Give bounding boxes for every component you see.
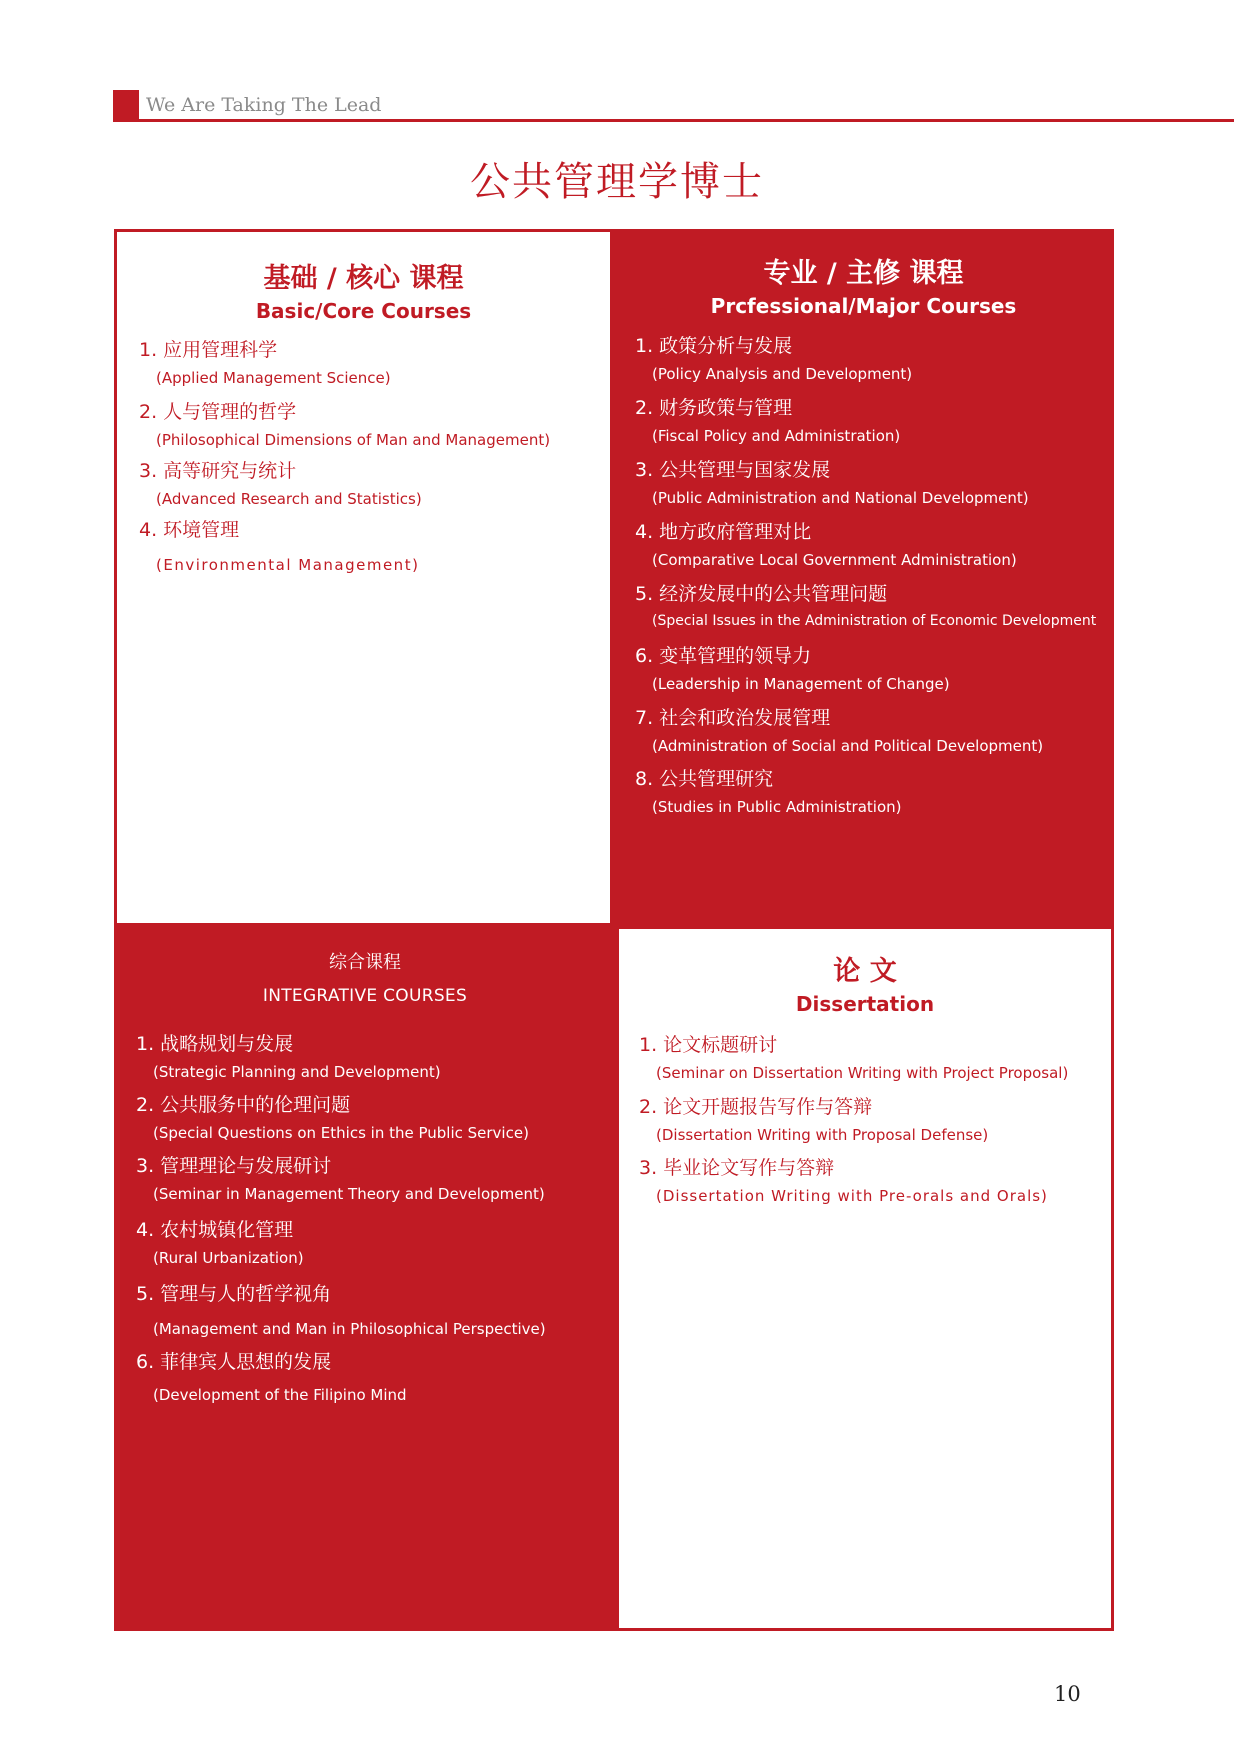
course-item [136,1279,546,1338]
integrative-header [114,948,616,1006]
course-name-zh: 8. 公共管理研究 [635,768,774,790]
course-item [635,393,900,445]
page-number: 10 [1054,1682,1081,1706]
course-name-zh: 2. 论文开题报告写作与答辩 [639,1096,873,1118]
course-name-zh: 1. 政策分析与发展 [635,335,793,357]
integrative-section [114,926,616,1631]
basic-core-title-en: Basic/Core Courses [255,299,472,323]
course-name-zh: 7. 社会和政治发展管理 [635,707,831,729]
course-item [635,517,1017,569]
course-item [639,1153,1048,1205]
basic-core-header [117,256,610,323]
course-name-en: (Strategic Planning and Development) [153,1063,441,1081]
major-header [613,251,1114,318]
integrative-title-en: INTEGRATIVE COURSES [262,986,468,1006]
course-name-zh: 2. 人与管理的哲学 [139,401,297,423]
dissertation-title-en: Dissertation [795,992,935,1016]
course-item [635,641,950,693]
course-name-en: (Administration of Social and Political Development) [652,737,1044,755]
course-item [136,1215,304,1267]
course-name-en: (Dissertation Writing with Pre-orals and Orals) [656,1187,1048,1205]
course-item [139,397,550,449]
integrative-title-zh: 综合课程 [329,952,401,973]
course-name-en: (Special Issues in the Administration of Economic Development [652,613,1097,629]
dissertation-section [616,926,1114,1631]
course-name-en: (Management and Man in Philosophical Perspective) [153,1320,546,1338]
course-name-en: (Leadership in Management of Change) [652,675,950,693]
course-name-zh: 4. 环境管理 [139,519,240,541]
header-rule [113,119,1234,122]
dissertation-title-zh: 论 文 [833,956,897,987]
course-name-en: (Dissertation Writing with Proposal Defense) [656,1126,989,1144]
course-name-en: (Studies in Public Administration) [652,798,902,816]
course-item [136,1090,529,1142]
course-name-en: (Seminar in Management Theory and Development) [153,1185,545,1203]
course-name-en: (Seminar on Dissertation Writing with Project Proposal) [656,1064,1069,1082]
course-name-zh: 1. 论文标题研讨 [639,1034,778,1056]
course-name-en: (Comparative Local Government Administration) [652,551,1017,569]
course-item [635,331,912,383]
major-title-zh: 专业 / 主修 课程 [763,258,964,289]
course-name-zh: 6. 菲律宾人思想的发展 [136,1351,332,1373]
course-name-zh: 2. 公共服务中的伦理问题 [136,1094,351,1116]
course-item [635,703,1043,755]
course-name-en: (Policy Analysis and Development) [652,365,913,383]
course-name-en: (Development of the Filipino Mind [153,1386,407,1404]
course-item [136,1151,545,1203]
course-name-en: (Fiscal Policy and Administration) [652,427,901,445]
header-tagline: We Are Taking The Lead [146,94,382,116]
course-name-zh: 3. 管理理论与发展研讨 [136,1155,332,1177]
course-name-zh: 1. 战略规划与发展 [136,1033,294,1055]
course-name-zh: 5. 经济发展中的公共管理问题 [635,583,888,605]
course-item [635,579,1096,629]
course-item [136,1029,441,1081]
course-item [139,456,422,508]
course-item [635,764,901,816]
course-name-zh: 5. 管理与人的哲学视角 [136,1283,332,1305]
header-accent-block [113,90,139,120]
course-name-zh: 4. 地方政府管理对比 [635,521,812,543]
course-name-zh: 2. 财务政策与管理 [635,397,793,419]
page-title: 公共管理学博士 [470,159,764,205]
course-name-en: (Advanced Research and Statistics) [156,490,422,508]
course-item [639,1030,1068,1082]
course-name-zh: 4. 农村城镇化管理 [136,1219,294,1241]
course-name-en: (Public Administration and National Development) [652,489,1029,507]
course-name-zh: 6. 变革管理的领导力 [635,645,812,667]
course-name-zh: 3. 高等研究与统计 [139,460,297,482]
course-name-zh: 3. 毕业论文写作与答辩 [639,1157,835,1179]
basic-core-section [114,229,613,926]
course-name-en: (Philosophical Dimensions of Man and Management) [156,431,551,449]
course-name-en: (Special Questions on Ethics in the Public Service) [153,1124,529,1142]
course-item [139,515,419,574]
course-name-en: (Environmental Management) [156,556,420,574]
basic-core-title-zh: 基础 / 核心 课程 [263,263,464,294]
dissertation-header [619,949,1111,1016]
course-item [136,1347,407,1404]
course-item [139,335,391,387]
course-item [639,1092,988,1144]
course-item [635,455,1029,507]
course-name-en: (Applied Management Science) [156,369,391,387]
major-title-en: Prcfessional/Major Courses [710,294,1017,318]
course-name-zh: 1. 应用管理科学 [139,339,278,361]
course-name-zh: 3. 公共管理与国家发展 [635,459,831,481]
curriculum-grid [114,229,1114,1631]
major-section [613,229,1114,926]
course-name-en: (Rural Urbanization) [153,1249,304,1267]
